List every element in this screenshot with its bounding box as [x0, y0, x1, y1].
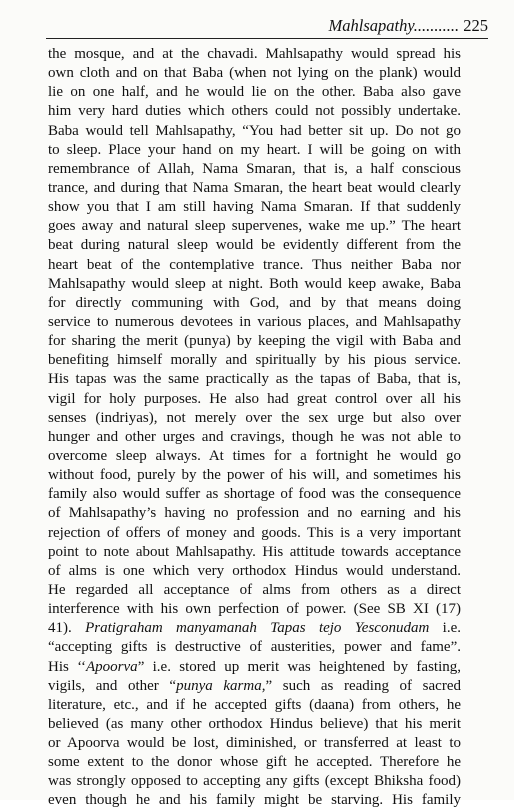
text-line: [48, 562, 461, 581]
header-text: [329, 16, 489, 36]
text-run: hunger and other urges and cravings, though he was not able to: [48, 428, 461, 445]
text-line: [48, 217, 461, 236]
text-line: [48, 466, 461, 485]
text-run: senses (indriyas), not merely over the sex urge but also over: [48, 409, 461, 426]
text-run: of alms is one which very orthodox Hindus would understand.: [48, 562, 461, 579]
text-run: overcome sleep always. At times for a fortnight he would go: [48, 447, 461, 464]
text-run: family also would suffer as shortage of food was the consequence: [48, 486, 461, 503]
text-run: beat during natural sleep would be evidently different from the: [48, 237, 461, 254]
text-run: “accepting gifts is destructive of austerities, power and fame”.: [48, 639, 461, 656]
text-line: [48, 619, 461, 638]
text-line: [48, 409, 461, 428]
text-run: Mahlsapathy would sleep at night. Both would keep awake, Baba: [48, 275, 461, 292]
text-run: i.e.: [429, 620, 461, 637]
text-run: him very hard duties which others could not possibly undertake.: [48, 103, 461, 120]
text-run: for directly communing with God, and by that means doing: [48, 294, 461, 311]
text-run: even though he and his family might be starving. His family: [48, 792, 461, 809]
text-run: vigils, and other “: [48, 677, 177, 694]
italic-text: Apoorva: [86, 658, 138, 675]
text-line: [48, 256, 461, 275]
italic-text: Pratigraham manyamanah Tapas tejo Yesconudam: [85, 620, 430, 637]
body-text: [48, 45, 461, 811]
text-line: [48, 638, 461, 657]
text-line: [48, 428, 461, 447]
text-line: [48, 83, 461, 102]
text-run: the mosque, and at the chavadi. Mahlsapathy would spread his: [48, 46, 461, 62]
text-line: [48, 504, 461, 523]
text-line: [48, 677, 461, 696]
text-run: vigil for holy purposes. He also had great control over all his: [48, 390, 461, 407]
text-line: [48, 313, 461, 332]
text-line: [48, 791, 461, 810]
text-line: [48, 236, 461, 255]
text-run: was strongly opposed to accepting any gifts (except Bhiksha food): [48, 773, 461, 790]
text-line: [48, 734, 461, 753]
text-line: [48, 141, 461, 160]
text-line: [48, 485, 461, 504]
text-run: ” such as reading of sacred: [265, 677, 461, 694]
text-run: for sharing the merit (punya) by keeping the vigil with Baba and: [48, 333, 461, 350]
text-run: trance, and during that Nama Smaran, the heart beat would clearly: [48, 179, 461, 196]
text-line: [48, 581, 461, 600]
text-line: [48, 658, 461, 677]
text-run: His ‘‘: [48, 658, 87, 675]
text-line: [48, 179, 461, 198]
text-run: believed (as many other orthodox Hindus believe) that his merit: [48, 715, 461, 732]
text-line: [48, 294, 461, 313]
running-header: [46, 10, 488, 39]
text-line: [48, 600, 461, 619]
text-line: [48, 447, 461, 466]
text-run: or Apoorva would be lost, diminished, or transferred at least to: [48, 735, 461, 752]
text-line: [48, 351, 461, 370]
text-run: to sleep. Place your hand on my heart. I will be going on with: [48, 141, 461, 158]
text-run: Baba would tell Mahlsapathy, “You had better sit up. Do not go: [48, 122, 461, 139]
text-line: [48, 753, 461, 772]
text-run: He regarded all acceptance of alms from others as a direct: [48, 581, 461, 598]
text-run: remembrance of Allah, Nama Smaran, that is, a half conscious: [48, 160, 461, 177]
running-title: Mahlsapathy...........: [328, 16, 460, 35]
page-number: 225: [463, 16, 488, 35]
text-line: [48, 715, 461, 734]
text-run: heart beat of the contemplative trance. Thus neither Baba nor: [48, 256, 461, 273]
text-line: [48, 275, 461, 294]
text-line: [48, 160, 461, 179]
text-line: [48, 543, 461, 562]
text-line: [48, 696, 461, 715]
text-run: ” i.e. stored up merit was heightened by fasting,: [137, 658, 461, 675]
text-run: literature, etc., and if he accepted gifts (daana) from others, he: [48, 696, 461, 713]
text-line: [48, 332, 461, 351]
text-run: interference with his own perfection of power. (See SB XI (17): [48, 601, 461, 618]
text-run: show you that I am still having Nama Smaran. If that suddenly: [48, 199, 461, 216]
text-line: [48, 102, 461, 121]
text-run: lie on one half, and he would lie on the other. Baba also gave: [48, 84, 461, 101]
text-run: service to numerous devotees in various places, and Mahlsapathy: [48, 313, 461, 330]
text-line: [48, 122, 461, 141]
text-run: without food, purely by the power of his will, and sometimes his: [48, 467, 461, 484]
text-line: [48, 45, 461, 64]
text-run: rejection of offers of money and goods. This is a very important: [48, 524, 461, 541]
text-run: of Mahlsapathy’s having no profession and no earning and his: [48, 505, 461, 522]
text-line: [48, 772, 461, 791]
text-line: [48, 64, 461, 83]
text-run: point to note about Mahlsapathy. His attitude towards acceptance: [48, 543, 461, 560]
text-run: benefiting himself morally and spiritually by his pious service.: [48, 352, 461, 369]
text-line: [48, 524, 461, 543]
text-run: some extent to the donor whose gift he accepted. Therefore he: [48, 754, 461, 771]
text-run: own cloth and on that Baba (when not lying on the plank) would: [48, 65, 461, 82]
text-run: goes away and natural sleep supervenes, wake me up.” The heart: [48, 218, 461, 235]
text-line: [48, 198, 461, 217]
text-line: [48, 370, 461, 389]
italic-text: punya karma,: [176, 677, 266, 694]
text-run: 41).: [48, 620, 86, 637]
text-line: [48, 390, 461, 409]
text-run: His tapas was the same practically as the tapas of Baba, that is,: [48, 371, 461, 388]
